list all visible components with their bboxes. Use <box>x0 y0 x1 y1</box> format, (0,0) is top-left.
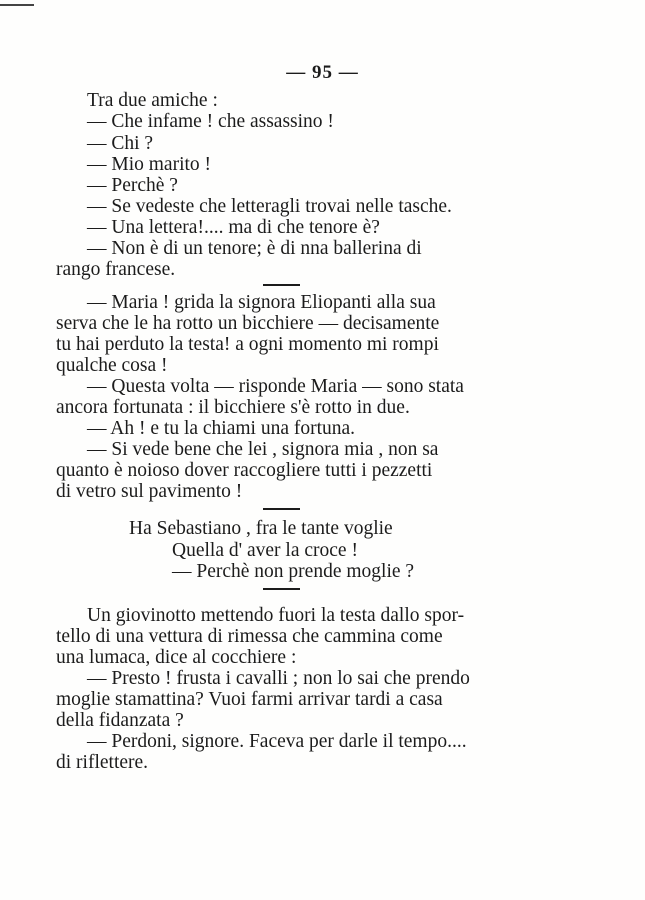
text-line: rango francese. <box>56 259 176 280</box>
text-line: — Maria ! grida la signora Eliopanti alla sua <box>87 292 436 313</box>
text-line: serva che le ha rotto un bicchiere — decisamente <box>56 313 440 334</box>
text-line: ancora fortunata : il bicchiere s'è rotto in due. <box>56 397 410 418</box>
text-line: — Perdoni, signore. Faceva per darle il tempo.... <box>87 731 467 752</box>
verse-line: Ha Sebastiano , fra le tante voglie <box>129 518 393 539</box>
text-line: tu hai perduto la testa! a ogni momento mi rompi <box>56 334 439 355</box>
text-line: quanto è noioso dover raccogliere tutti i pezzetti <box>56 460 433 481</box>
text-line: moglie stamattina? Vuoi farmi arrivar tardi a casa <box>56 689 443 710</box>
text-line: — Che infame ! che assassino ! <box>87 111 334 132</box>
text-line: Tra due amiche : <box>87 90 218 111</box>
text-line: di riflettere. <box>56 752 149 773</box>
text-line: — Si vede bene che lei , signora mia , non sa <box>87 439 439 460</box>
text-line: qualche cosa ! <box>56 355 168 376</box>
text-line: della fidanzata ? <box>56 710 184 731</box>
page-number: — 95 — <box>286 62 359 83</box>
text-line: — Mio marito ! <box>87 154 212 175</box>
text-line: — Perchè ? <box>87 175 178 196</box>
text-line: tello di una vettura di rimessa che cammina come <box>56 626 443 647</box>
verse-line: — Perchè non prende moglie ? <box>172 561 415 582</box>
text-line: — Presto ! frusta i cavalli ; non lo sai che prendo <box>87 668 470 689</box>
verse-line: Quella d' aver la croce ! <box>172 540 358 561</box>
section-divider <box>263 588 300 590</box>
text-line: una lumaca, dice al cocchiere : <box>56 647 297 668</box>
text-line: — Non è di un tenore; è di nna ballerina di <box>87 238 422 259</box>
text-line: Un giovinotto mettendo fuori la testa dallo spor- <box>87 605 465 626</box>
text-line: di vetro sul pavimento ! <box>56 481 243 502</box>
text-line: — Una lettera!.... ma di che tenore è? <box>87 217 380 238</box>
text-line: — Questa volta — risponde Maria — sono stata <box>87 376 464 397</box>
text-line: — Se vedeste che letteragli trovai nelle tasche. <box>87 196 452 217</box>
section-divider <box>263 508 300 510</box>
text-line: — Ah ! e tu la chiami una fortuna. <box>87 418 356 439</box>
top-edge-rule <box>0 4 34 6</box>
section-divider <box>263 284 300 286</box>
text-line: — Chi ? <box>87 133 154 154</box>
